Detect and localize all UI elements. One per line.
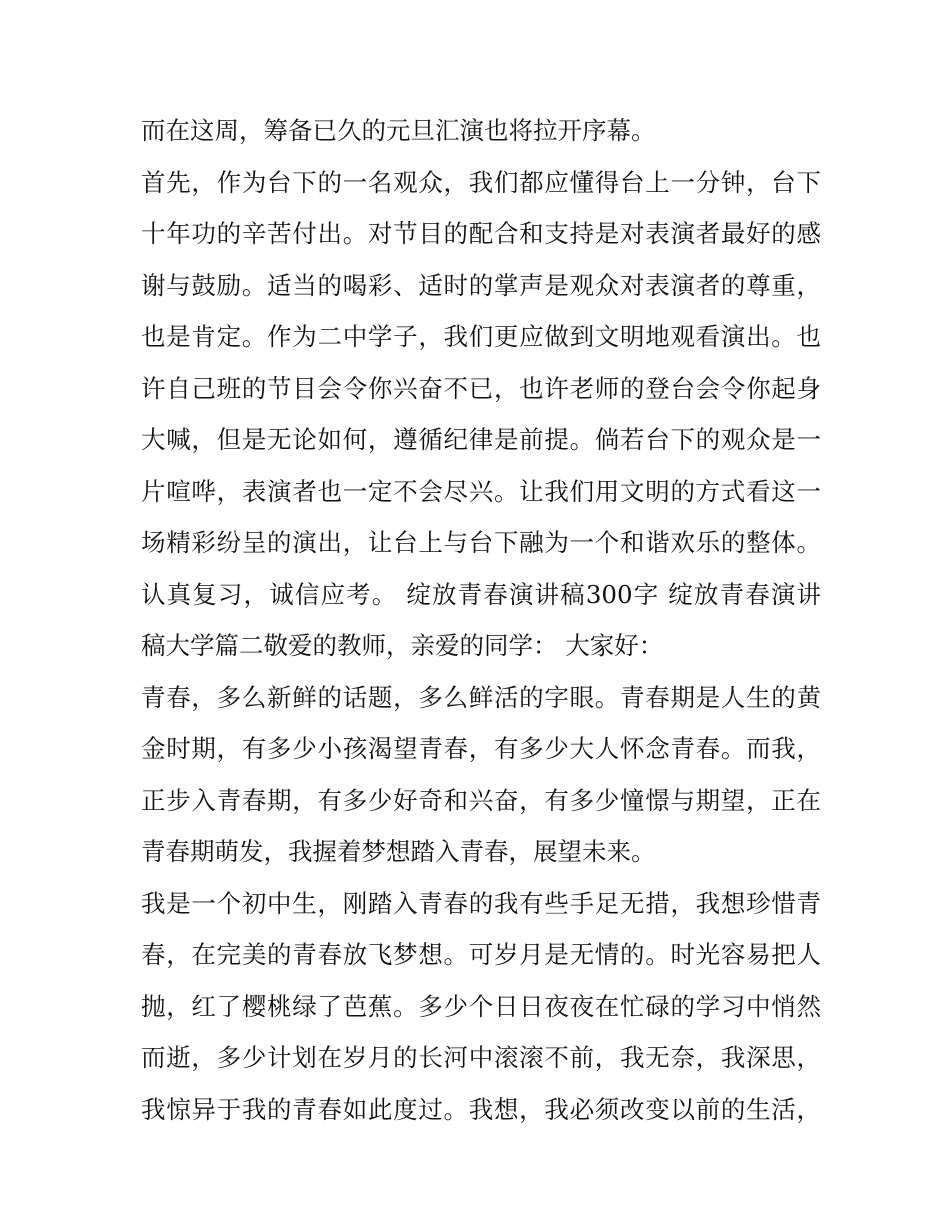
text-line: 春，在完美的青春放飞梦想。可岁月是无情的。时光容易把人 <box>141 940 821 969</box>
text-line: 也是肯定。作为二中学子，我们更应做到文明地观看演出。也 <box>141 322 821 351</box>
text-line: 谢与鼓励。适当的喝彩、适时的掌声是观众对表演者的尊重， <box>141 270 821 300</box>
text-line: 而在这周，筹备已久的元旦汇演也将拉开序幕。 <box>141 116 656 145</box>
text-line: 我是一个初中生，刚踏入青春的我有些手足无措，我想珍惜青 <box>141 888 821 918</box>
text-line: 金时期，有多少小孩渴望青春，有多少大人怀念青春。而我， <box>141 734 821 763</box>
text-line: 青春，多么新鲜的话题，多么鲜活的字眼。青春期是人生的黄 <box>141 682 821 712</box>
text-line: 许自己班的节目会令你兴奋不已，也许老师的登台会令你起身 <box>141 373 821 403</box>
text-line: 我惊异于我的青春如此度过。我想，我必须改变以前的生活， <box>141 1094 821 1124</box>
text-line: 青春期萌发，我握着梦想踏入青春，展望未来。 <box>141 837 656 866</box>
text-line: 稿大学篇二敬爱的教师，亲爱的同学： 大家好： <box>141 631 664 660</box>
text-line: 片喧哗，表演者也一定不会尽兴。让我们用文明的方式看这一 <box>141 476 821 506</box>
document-body <box>141 105 821 1135</box>
text-line: 认真复习，诚信应考。 绽放青春演讲稿300字 绽放青春演讲 <box>141 579 821 609</box>
text-line: 而逝，多少计划在岁月的长河中滚滚不前，我无奈，我深思， <box>141 1043 821 1072</box>
text-line: 正步入青春期，有多少好奇和兴奋，有多少憧憬与期望，正在 <box>141 785 821 815</box>
text-line: 大喊，但是无论如何，遵循纪律是前提。倘若台下的观众是一 <box>141 425 821 454</box>
text-line: 场精彩纷呈的演出，让台上与台下融为一个和谐欢乐的整体。 <box>141 528 821 557</box>
text-line: 十年功的辛苦付出。对节目的配合和支持是对表演者最好的感 <box>141 219 821 248</box>
text-line: 首先，作为台下的一名观众，我们都应懂得台上一分钟，台下 <box>141 167 821 197</box>
text-line: 抛，红了樱桃绿了芭蕉。多少个日日夜夜在忙碌的学习中悄然 <box>141 991 821 1021</box>
